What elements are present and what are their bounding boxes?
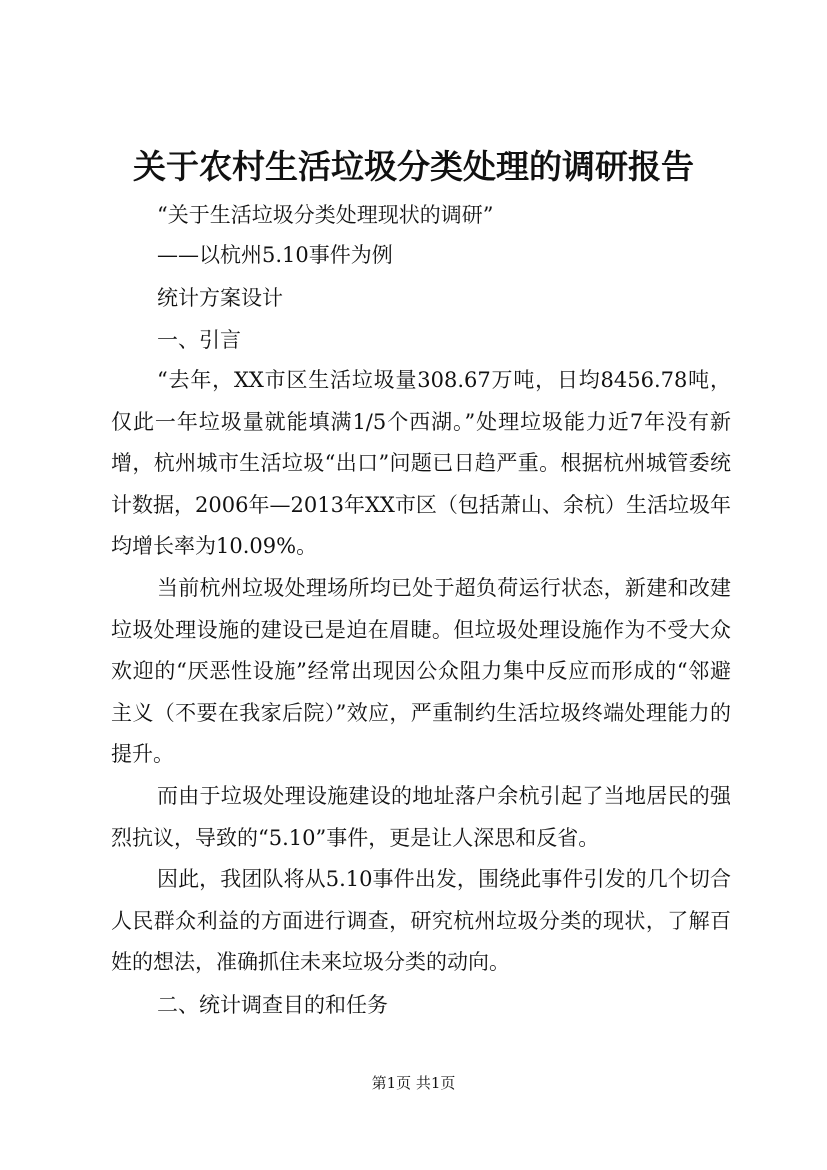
- subtitle: “关于生活垃圾分类处理现状的调研”: [157, 203, 494, 227]
- paragraph-intro-4: 因此，我团队将从5.10事件出发，围绕此事件引发的几个切合人民群众利益的方面进行调查，研究杭州垃圾分类的现状，了解百姓的想法，准确抓住未来垃圾分类的动向。: [111, 867, 731, 975]
- paragraph-intro-3: 而由于垃圾处理设施建设的地址落户余杭引起了当地居民的强烈抗议，导致的“5.10”事件，更是让人深思和反省。: [111, 784, 731, 850]
- paragraph-intro-2: 当前杭州垃圾处理场所均已处于超负荷运行状态，新建和改建垃圾处理设施的建设已是迫在眉睫。但垃圾处理设施作为不受大众欢迎的“厌恶性设施”经常出现因公众阻力集中反应而形成的“邻避主义（不要在我家后院）”效应，严重制约生活垃圾终端处理能力的提升。: [111, 576, 731, 767]
- section-heading-plan: 统计方案设计: [157, 286, 283, 310]
- section-heading-purpose: 二、统计调查目的和任务: [157, 993, 388, 1017]
- section-heading-intro: 一、引言: [157, 328, 241, 352]
- document-title: 关于农村生活垃圾分类处理的调研报告: [133, 147, 694, 186]
- case-subtitle: ——以杭州5.10事件为例: [157, 243, 393, 267]
- paragraph-intro-1: “去年，XX市区生活垃圾量308.67万吨，日均8456.78吨，仅此一年垃圾量就能填满1/5个西湖。”处理垃圾能力近7年没有新增，杭州城市生活垃圾“出口”问题已日趋严重。根据杭州城管委统计数据，2006年—2013年XX市区（包括萧山、余杭）生活垃圾年均增长率为10.09%。: [111, 368, 731, 559]
- page-footer: 第1页 共1页: [371, 1074, 456, 1092]
